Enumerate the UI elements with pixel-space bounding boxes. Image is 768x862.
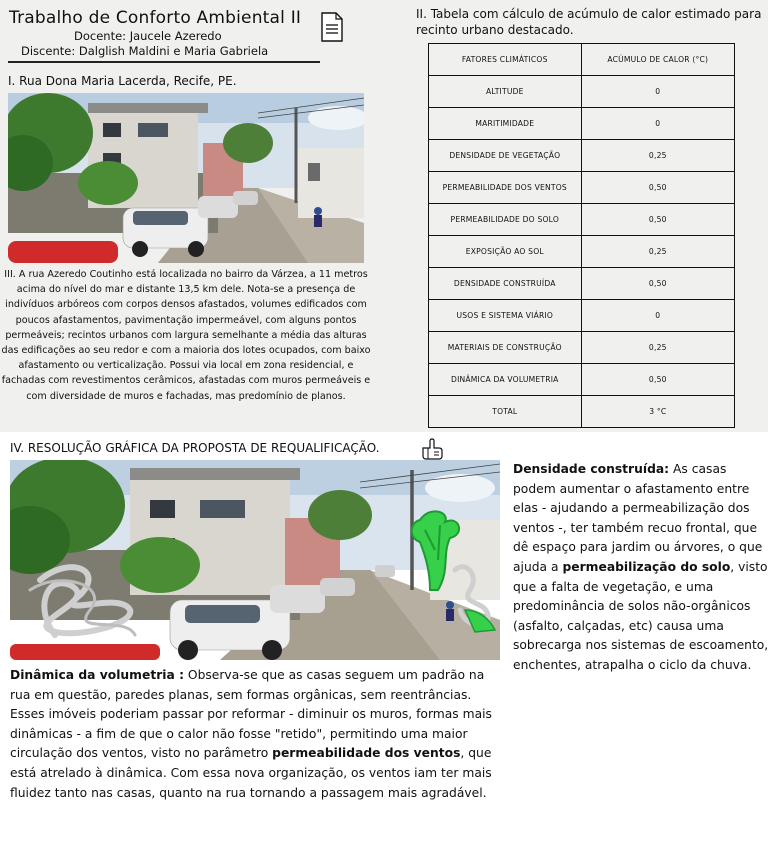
table-cell: MARITIMIDADE	[429, 108, 582, 140]
table-cell: 0,50	[581, 268, 734, 300]
table-header-row	[429, 44, 735, 76]
table-row	[429, 172, 735, 204]
table-row	[429, 76, 735, 108]
table-row	[429, 108, 735, 140]
section3-description: III. A rua Azeredo Coutinho está localizada no bairro da Várzea, a 11 metros acima do nível do mar e distante 13,5 km dele. Nota-se a presença de indivíduos arbóreos com corpos densos afastados, volumes edificados com poucos afastamentos, pavimentação impermeável, com alguns pontos permeáveis; recintos urbanos com largura semelhante a média das alturas das edificações ao seu redor e com a maioria dos lotes ocupados, com baixo afastamento ou verticalização. Possui via local em zona residencial, e fachadas com revestimentos cerâmicos, afastadas com muros permeáveis e com diversidade de muros e fachadas, mas predomínio de planos.	[1, 269, 371, 402]
volumetry-emphasis: permeabilidade dos ventos	[272, 746, 461, 761]
table-row	[429, 332, 735, 364]
teacher-line: Docente: Jaucele Azeredo	[74, 29, 222, 43]
table-cell: PERMEABILIDADE DOS VENTOS	[429, 172, 582, 204]
table-cell: 3 °C	[581, 396, 734, 428]
street-photo	[8, 93, 364, 263]
table-cell: EXPOSIÇÃO AO SOL	[429, 236, 582, 268]
table-cell: 0,50	[581, 364, 734, 396]
table-cell: 0,50	[581, 172, 734, 204]
density-text-end: , visto que a falta de vegetação, e uma predominância de solos não-orgânicos (asfalto, calçadas, etc) causa uma sobrecarga nos sistemas de escoamento, enchentes, atrapalha o ciclo da chuva.	[513, 559, 768, 672]
density-text: As casas podem aumentar o afastamento entre elas - ajudando a permeabilização dos ventos -, ter também recuo frontal, que dê espaço para jardim ou árvores, o que ajuda a	[513, 462, 763, 574]
table-cell: USOS E SISTEMA VIÁRIO	[429, 300, 582, 332]
volumetry-text: Observa-se que as casas seguem um padrão na rua em questão, paredes planas, sem formas orgânicas, sem reentrâncias. Esses imóveis poderiam passar por reformar - diminuir os muros, formas mais dinâmicas - a fim de que o calor não fosse "retido", permitindo uma maior circulação dos ventos, visto no parâmetro	[10, 668, 492, 761]
density-paragraph	[513, 460, 768, 676]
table-total-row	[429, 396, 735, 428]
section2-heading: II. Tabela com cálculo de acúmulo de calor estimado para recinto urbano destacado.	[416, 7, 762, 37]
table-row	[429, 140, 735, 172]
table-cell: TOTAL	[429, 396, 582, 428]
annotated-street-photo	[10, 460, 500, 660]
table-row	[429, 268, 735, 300]
section1-heading: I. Rua Dona Maria Lacerda, Recife, PE.	[8, 74, 237, 88]
title-divider	[8, 61, 320, 63]
volumetry-text-end: , que está atrelado à dinâmica. Com essa nova organização, os ventos iam ter mais fluidez tanto nas casas, quanto na rua tornando a passagem mais agradável.	[10, 746, 492, 800]
table-cell: 0,25	[581, 332, 734, 364]
page-title: Trabalho de Conforto Ambiental II	[9, 8, 302, 28]
density-emphasis: permeabilização do solo	[562, 559, 731, 574]
table-cell: 0	[581, 76, 734, 108]
table-cell: DENSIDADE DE VEGETAÇÃO	[429, 140, 582, 172]
document-icon	[320, 12, 344, 43]
students-line: Discente: Dalglish Maldini e Maria Gabriela	[21, 44, 269, 58]
table-cell: PERMEABILIDADE DO SOLO	[429, 204, 582, 236]
pointing-hand-icon	[420, 438, 444, 460]
table-row	[429, 236, 735, 268]
volumetry-label: Dinâmica da volumetria :	[10, 668, 184, 682]
section4-heading: IV. RESOLUÇÃO GRÁFICA DA PROPOSTA DE REQUALIFICAÇÃO.	[10, 441, 380, 455]
table-cell: 0	[581, 300, 734, 332]
table-header: FATORES CLIMÁTICOS	[429, 44, 582, 76]
table-cell: DENSIDADE CONSTRUÍDA	[429, 268, 582, 300]
table-cell: 0	[581, 108, 734, 140]
table-cell: DINÂMICA DA VOLUMETRIA	[429, 364, 582, 396]
table-cell: 0,25	[581, 236, 734, 268]
table-cell: 0,25	[581, 140, 734, 172]
table-cell: MATERIAIS DE CONSTRUÇÃO	[429, 332, 582, 364]
table-cell: ALTITUDE	[429, 76, 582, 108]
table-row	[429, 364, 735, 396]
table-row	[429, 300, 735, 332]
heat-accumulation-table	[428, 43, 735, 428]
table-cell: 0,50	[581, 204, 734, 236]
volumetry-paragraph	[10, 666, 504, 803]
table-row	[429, 204, 735, 236]
table-header: ACÚMULO DE CALOR (°C)	[581, 44, 734, 76]
density-label: Densidade construída:	[513, 462, 670, 476]
